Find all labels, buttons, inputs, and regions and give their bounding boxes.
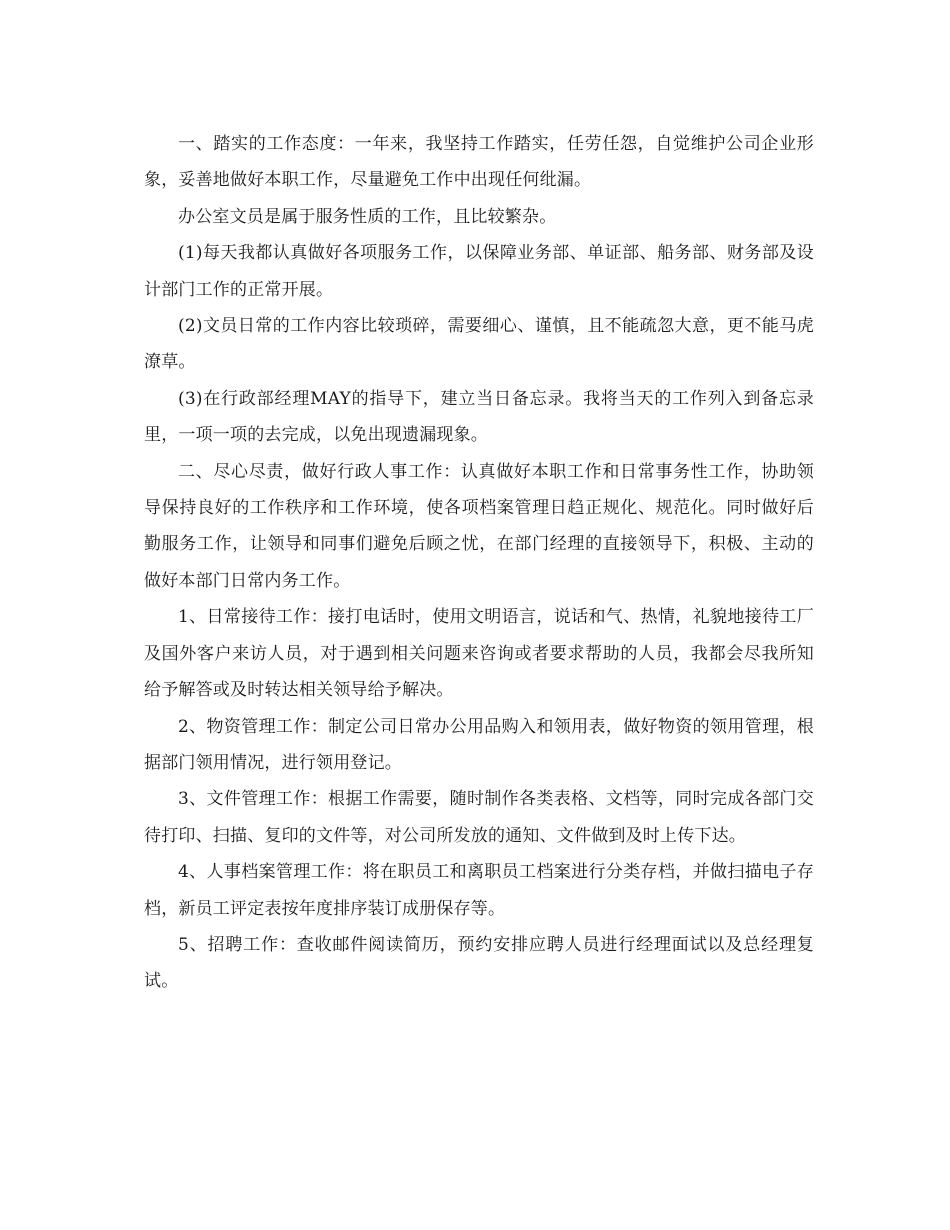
paragraph-item-1-service: (1)每天我都认真做好各项服务工作，以保障业务部、单证部、船务部、财务部及设计部门工作的正常开展。 xyxy=(144,243,814,300)
paragraph-work-attitude: 一、踏实的工作态度：一年来，我坚持工作踏实，任劳任怨，自觉维护公司企业形象，妥善地做好本职工作，尽量避免工作中出现任何纰漏。 xyxy=(144,134,814,191)
paragraph-clerk-nature: 办公室文员是属于服务性质的工作，且比较繁杂。 xyxy=(178,206,557,227)
paragraph-materials: 2、物资管理工作：制定公司日常办公用品购入和领用表，做好物资的领用管理，根据部门领用情况，进行领用登记。 xyxy=(144,716,814,773)
paragraph-recruitment: 5、招聘工作：查收邮件阅读简历，预约安排应聘人员进行经理面试以及总经理复试。 xyxy=(144,934,814,992)
paragraph-documents: 3、文件管理工作：根据工作需要，随时制作各类表格、文档等，同时完成各部门交待打印、扫描、复印的文件等，对公司所发放的通知、文件做到及时上传下达。 xyxy=(144,789,814,846)
paragraph-item-2-daily-work: (2)文员日常的工作内容比较琐碎，需要细心、谨慎，且不能疏忽大意，更不能马虎潦草。 xyxy=(144,316,814,373)
paragraph-admin-hr-work: 二、尽心尽责，做好行政人事工作：认真做好本职工作和日常事务性工作，协助领导保持良好的工作秩序和工作环境，使各项档案管理日趋正规化、规范化。同时做好后勤服务工作，让领导和同事们避免后顾之忧，在部门经理的直接领导下，积极、主动的做好本部门日常内务工作。 xyxy=(144,461,814,591)
paragraph-reception: 1、日常接待工作：接打电话时，使用文明语言，说话和气、热情，礼貌地接待工厂及国外客户来访人员，对于遇到相关问题来咨询或者要求帮助的人员，我都会尽我所知给予解答或及时转达相关领导给予解决。 xyxy=(144,607,814,701)
document-body xyxy=(144,126,814,1000)
paragraph-item-3-memo: (3)在行政部经理MAY的指导下，建立当日备忘录。我将当天的工作列入到备忘录里，一项一项的去完成，以免出现遗漏现象。 xyxy=(144,388,814,446)
paragraph-personnel-files: 4、人事档案管理工作：将在职员工和离职员工档案进行分类存档，并做扫描电子存档，新员工评定表按年度排序装订成册保存等。 xyxy=(144,862,814,919)
